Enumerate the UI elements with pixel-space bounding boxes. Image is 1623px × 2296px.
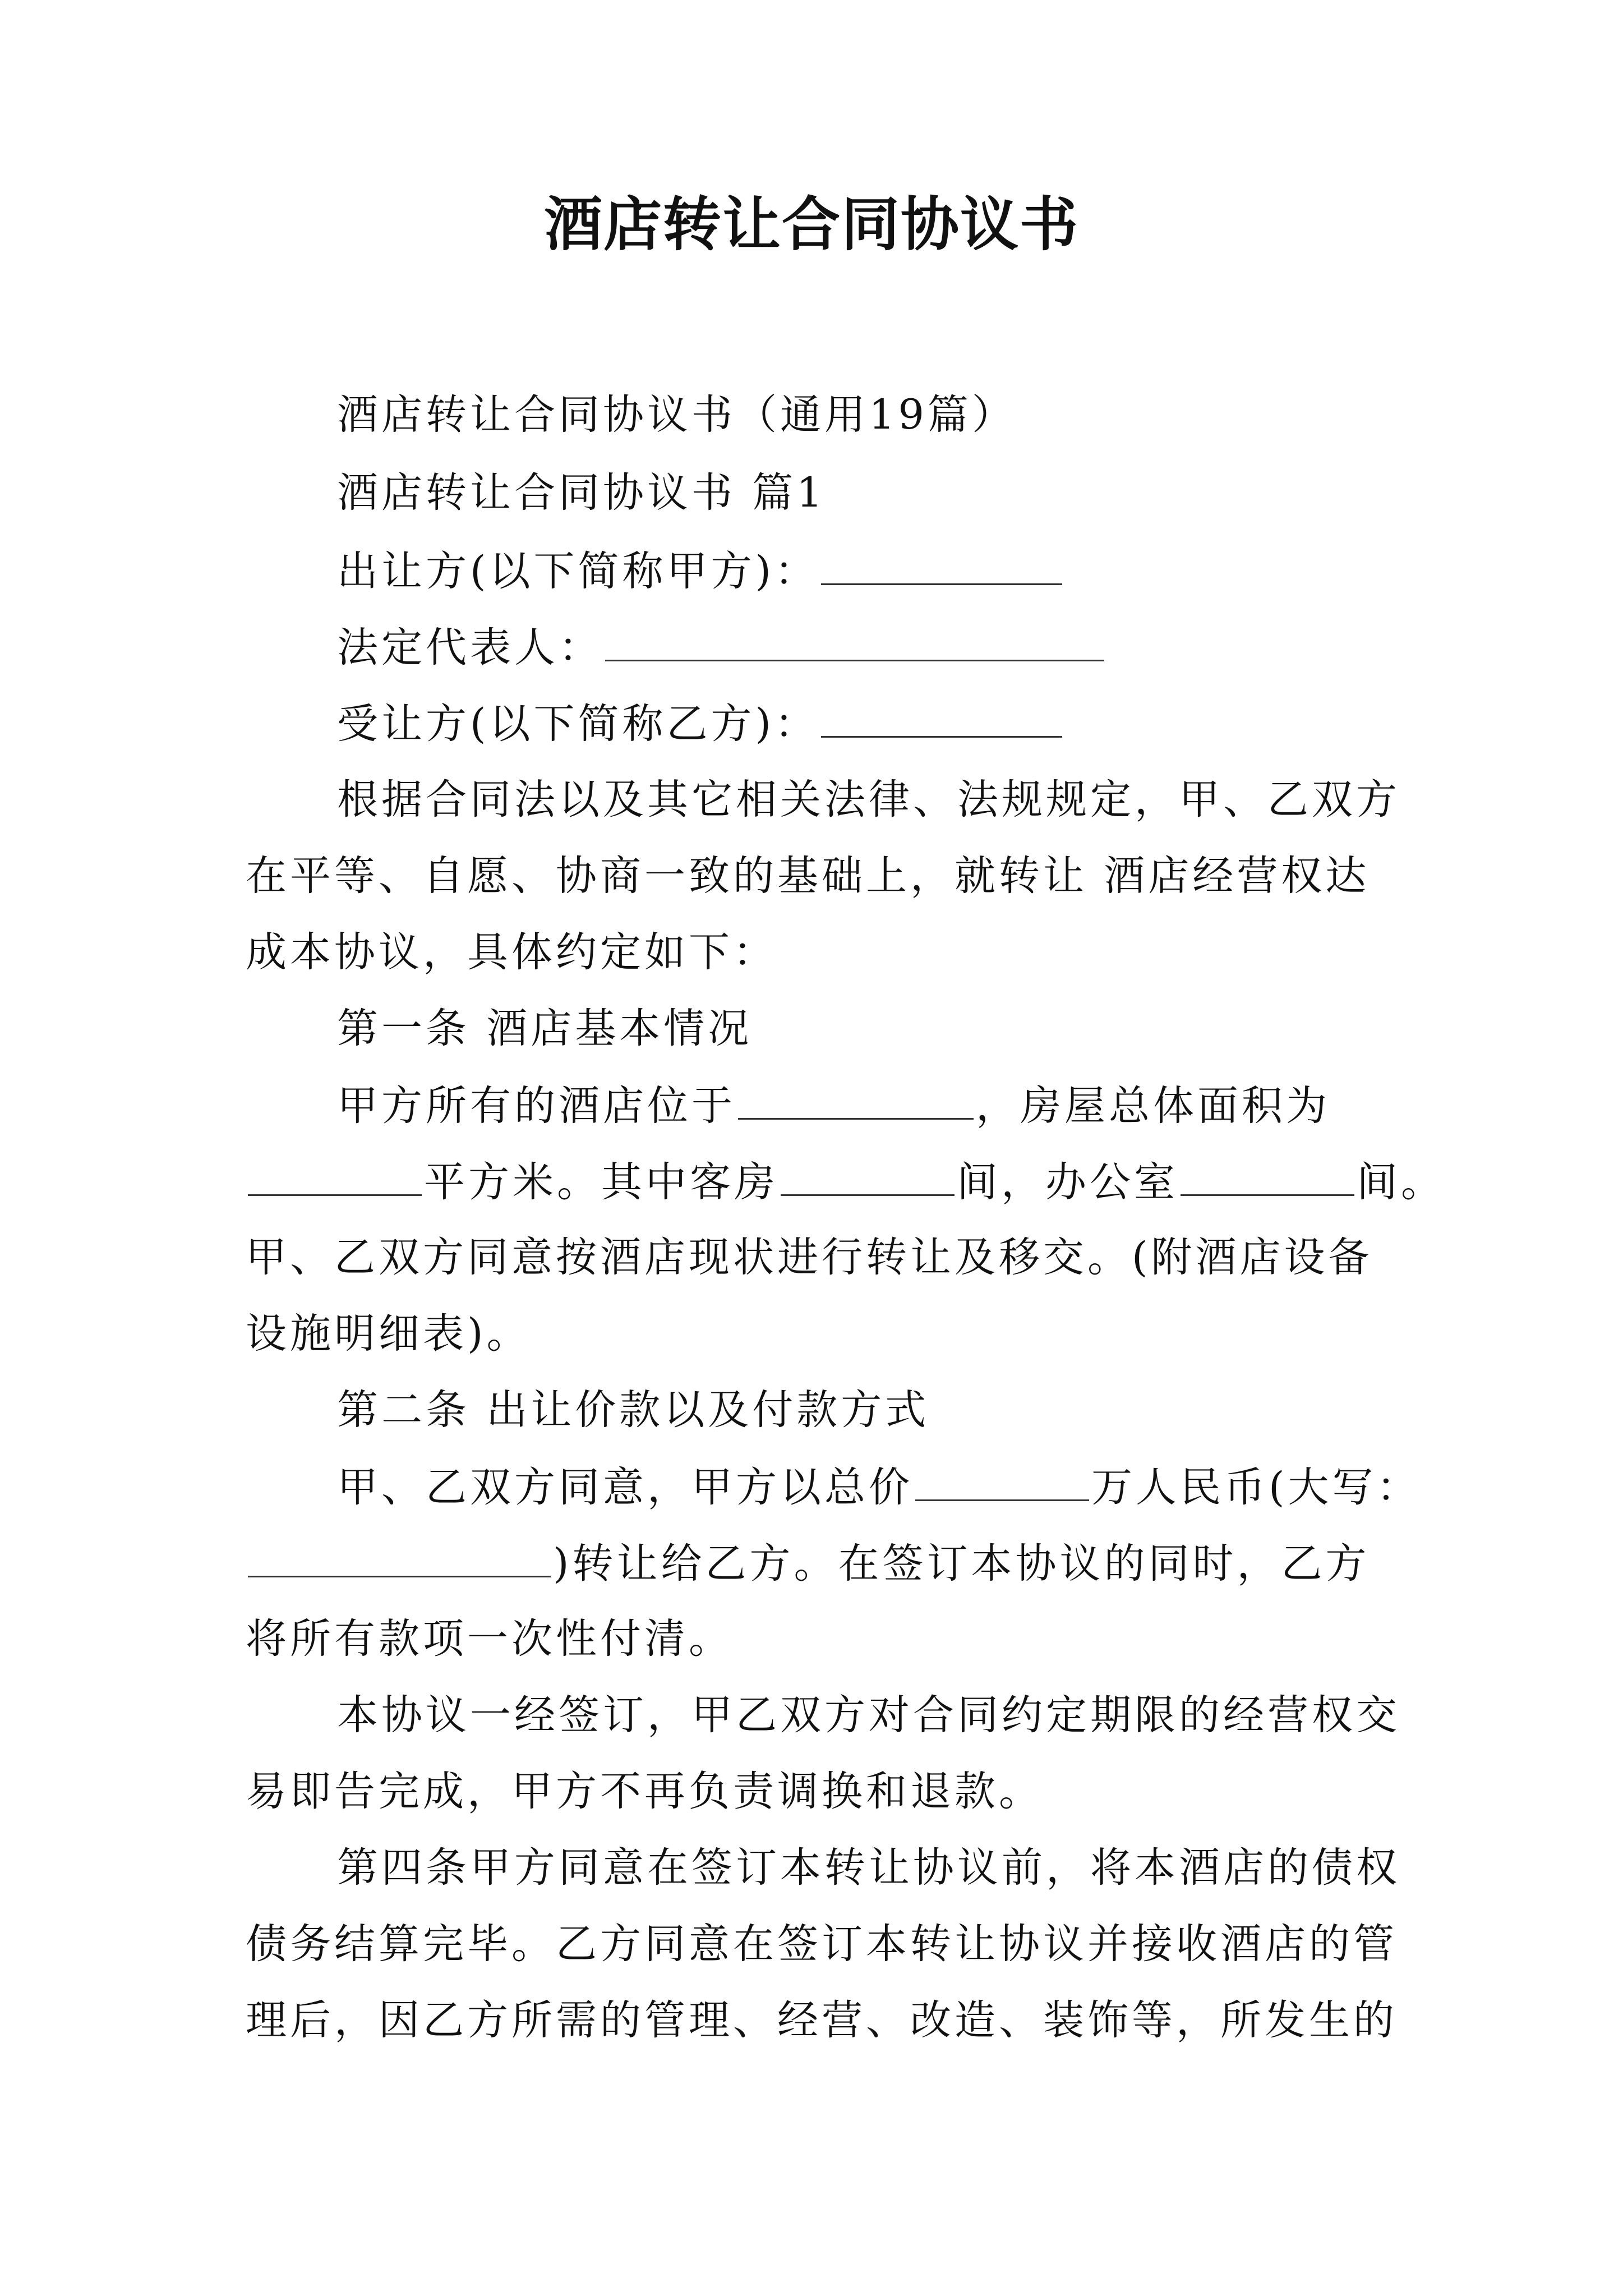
legal-rep-blank [605, 626, 1104, 661]
area-blank [248, 1161, 422, 1196]
document-subtitle: 酒店转让合同协议书（通用19篇） [337, 391, 1016, 439]
transferor-blank [821, 550, 1062, 585]
article1-line-4: 设施明细表)。 [246, 1310, 531, 1358]
office-blank [1181, 1161, 1354, 1196]
article2-heading: 第二条 出让价款以及付款方式 [337, 1386, 930, 1434]
rooms-blank [781, 1161, 955, 1196]
article1-heading: 第一条 酒店基本情况 [337, 1005, 753, 1052]
article1-line-2 [246, 1158, 1445, 1206]
price-uppercase-blank [248, 1542, 551, 1577]
legal-rep-label: 法定代表人： [337, 624, 603, 671]
transferee-label: 受让方(以下简称乙方)： [337, 700, 819, 748]
transferee-line [337, 700, 1064, 748]
article1-area-label: ，房屋总体面积为 [976, 1082, 1330, 1130]
article2-transfer-label: )转让给乙方。在签订本协议的同时，乙方 [553, 1540, 1370, 1588]
article2-line-2 [246, 1540, 1370, 1588]
legal-rep-line [337, 624, 1106, 671]
price-blank [915, 1466, 1089, 1501]
article2-currency-label: 万人民币(大写： [1091, 1464, 1421, 1511]
article4-line-2: 债务结算完毕。乙方同意在签订本转让协议并接收酒店的管 [246, 1920, 1398, 1968]
transferee-blank [821, 702, 1062, 738]
article1-line-1 [337, 1082, 1330, 1130]
article4-line-1: 第四条甲方同意在签订本转让协议前，将本酒店的债权 [337, 1844, 1400, 1892]
document-title: 酒店转让合同协议书 [543, 190, 1079, 259]
intro-line-2: 在平等、自愿、协商一致的基础上，就转让 酒店经营权达 [246, 852, 1370, 900]
article1-location-label: 甲方所有的酒店位于 [337, 1082, 736, 1130]
intro-line-3: 成本协议，具体约定如下： [246, 928, 777, 976]
part-heading: 酒店转让合同协议书 篇1 [337, 469, 826, 517]
article1-office-label: 间，办公室 [957, 1158, 1178, 1206]
article2-line-1 [337, 1464, 1421, 1511]
transferor-line [337, 547, 1064, 595]
intro-line-1: 根据合同法以及其它相关法律、法规规定，甲、乙双方 [337, 776, 1400, 823]
article2-price-label: 甲、乙双方同意，甲方以总价 [337, 1464, 913, 1511]
article4-line-3: 理后，因乙方所需的管理、经营、改造、装饰等，所发生的 [246, 1996, 1398, 2044]
article1-end-label: 间。 [1357, 1158, 1445, 1206]
complete-line-1: 本协议一经签订，甲乙双方对合同约定期限的经营权交 [337, 1691, 1400, 1739]
complete-line-2: 易即告完成，甲方不再负责调换和退款。 [246, 1768, 1043, 1815]
hotel-location-blank [738, 1084, 974, 1120]
article1-rooms-label: 平方米。其中客房 [424, 1158, 778, 1206]
article1-line-3: 甲、乙双方同意按酒店现状进行转让及移交。(附酒店设备 [246, 1234, 1373, 1281]
transferor-label: 出让方(以下简称甲方)： [337, 547, 819, 595]
article2-line-3: 将所有款项一次性付清。 [246, 1615, 733, 1663]
